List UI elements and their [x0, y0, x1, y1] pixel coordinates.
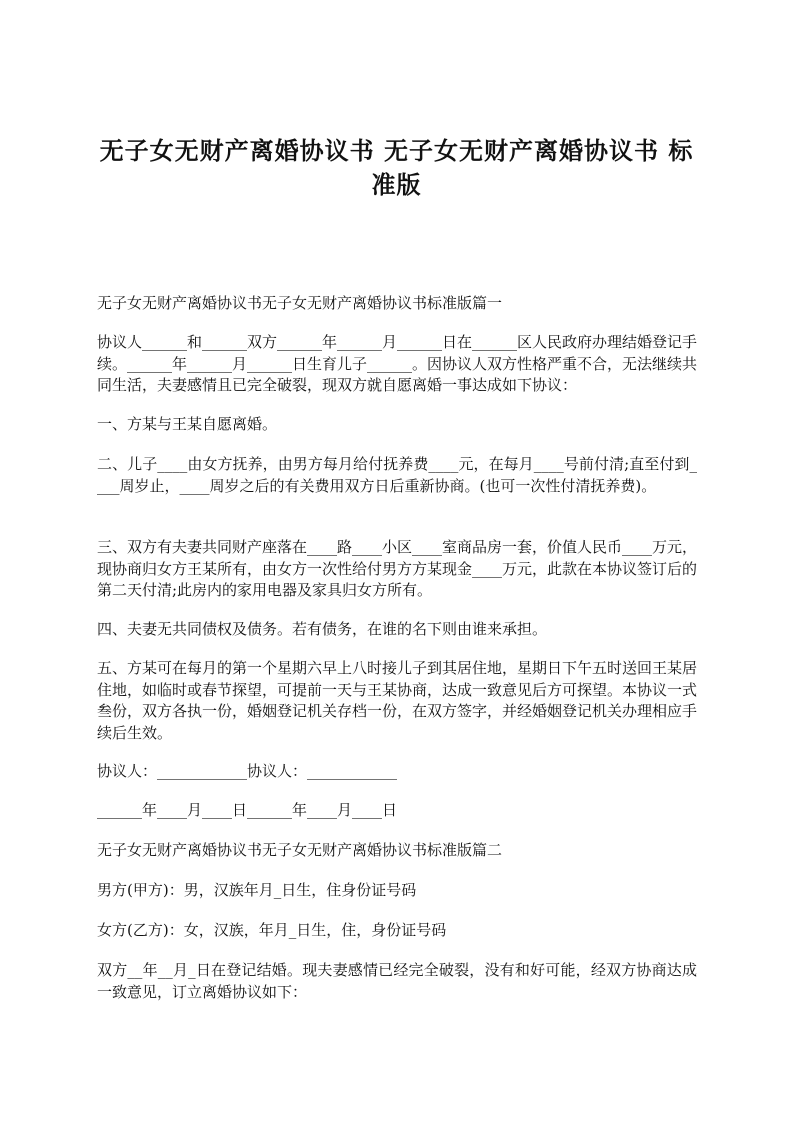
paragraph: 三、双方有夫妻共同财产座落在____路____小区____室商品房一套，价值人民币____万元，现协商归女方王某所有，由女方一次性给付男方方某现金____万元，此款在本协议签订后的第二天付清;此房内的家用电器及家具归女方所有。 [97, 538, 698, 599]
section-heading-two: 无子女无财产离婚协议书无子女无财产离婚协议书标准版篇二 [97, 841, 503, 859]
date-line: ______年____月____日______年____月____日 [97, 801, 398, 819]
paragraph: 二、儿子____由女方抚养，由男方每月给付抚养费____元，在每月____号前付清;直至付到____周岁止，____周岁之后的有关费用双方日后重新协商。(也可一次性付清抚养费)。 [97, 455, 697, 495]
paragraph: 五、方某可在每月的第一个星期六早上八时接儿子到其居住地，星期日下午五时送回王某居住地，如临时或春节探望，可提前一天与王某协商，达成一致意见后方可探望。本协议一式叁份，双方各执一份，婚姻登记机关存档一份，在双方签字，并经婚姻登记机关办理相应手续后生效。 [97, 659, 698, 742]
document-title: 无子女无财产离婚协议书 无子女无财产离婚协议书 标准版 [99, 136, 694, 199]
paragraph: 一、方某与王某自愿离婚。 [97, 415, 278, 433]
paragraph: 女方(乙方)：女，汉族，年月_日生，住，身份证号码 [97, 921, 447, 939]
section-heading-one: 无子女无财产离婚协议书无子女无财产离婚协议书标准版篇一 [97, 294, 503, 312]
paragraph: 四、夫妻无共同债权及债务。若有债务，在谁的名下则由谁来承担。 [97, 620, 548, 638]
signature-line: 协议人：____________协议人：____________ [97, 762, 398, 780]
paragraph: 协议人______和______双方______年______月______日在______区人民政府办理结婚登记手续。______年______月______日生育儿子______。因协议人双方性格严重不合，无法继续共同生活，夫妻感情且已完全破裂，现双方就自愿离婚一事达成如下协议： [97, 333, 698, 394]
paragraph: 男方(甲方)：男，汉族年月_日生，住身份证号码 [97, 881, 417, 899]
paragraph: 双方__年__月_日在登记结婚。现夫妻感情已经完全破裂，没有和好可能，经双方协商达成一致意见，订立离婚协议如下： [97, 961, 697, 1001]
